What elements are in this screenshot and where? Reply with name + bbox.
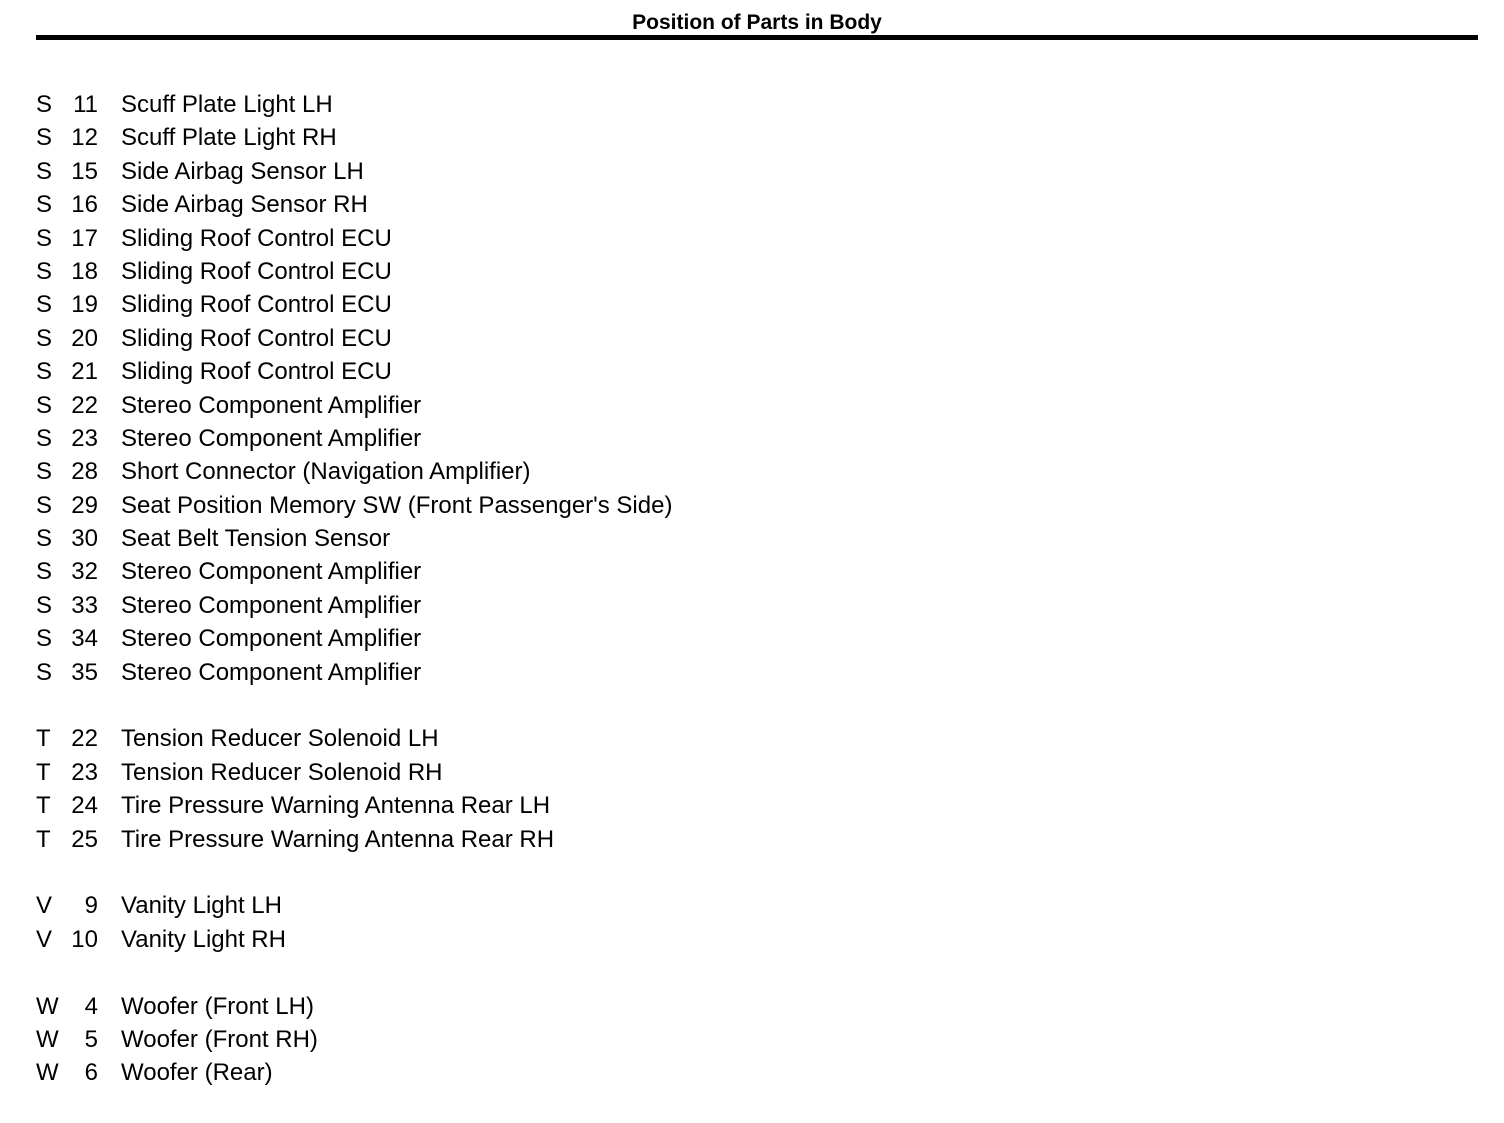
- part-name: Tension Reducer Solenoid LH: [121, 725, 439, 753]
- part-row: [36, 622, 936, 655]
- part-letter: V: [36, 925, 53, 953]
- part-number: 19: [71, 291, 98, 319]
- part-number: 29: [71, 491, 98, 519]
- part-number: 18: [71, 257, 98, 285]
- part-row: [36, 288, 936, 321]
- part-number: 17: [71, 224, 98, 252]
- part-name: Vanity Light RH: [121, 925, 286, 953]
- part-number: 30: [71, 525, 98, 553]
- part-row: [36, 923, 936, 956]
- part-name: Woofer (Front LH): [121, 992, 314, 1020]
- part-name: Side Airbag Sensor LH: [121, 157, 364, 185]
- part-name: Tire Pressure Warning Antenna Rear LH: [121, 792, 551, 820]
- part-row: [36, 722, 936, 755]
- part-row: [36, 756, 936, 789]
- part-number: 32: [71, 558, 98, 586]
- part-letter: S: [36, 358, 53, 386]
- part-name: Tire Pressure Warning Antenna Rear RH: [121, 825, 555, 853]
- part-row: [36, 422, 936, 455]
- part-letter: W: [36, 992, 59, 1020]
- part-row: [36, 155, 936, 188]
- part-letter: S: [36, 257, 53, 285]
- part-letter: S: [36, 157, 53, 185]
- part-letter: S: [36, 424, 53, 452]
- part-letter: S: [36, 291, 53, 319]
- part-letter: S: [36, 658, 53, 686]
- part-row: [36, 355, 936, 388]
- part-row: [36, 188, 936, 221]
- part-letter: T: [36, 725, 51, 753]
- parts-group: [36, 889, 936, 956]
- part-letter: S: [36, 525, 53, 553]
- part-letter: S: [36, 391, 53, 419]
- part-name: Short Connector (Navigation Amplifier): [121, 458, 531, 486]
- part-number: 20: [71, 324, 98, 352]
- page-title: Position of Parts in Body: [632, 11, 882, 34]
- parts-group: [36, 88, 936, 689]
- part-row: [36, 389, 936, 422]
- part-number: 4: [84, 992, 98, 1020]
- part-name: Vanity Light LH: [121, 892, 282, 920]
- part-row: [36, 789, 936, 822]
- part-letter: S: [36, 124, 53, 152]
- part-row: [36, 222, 936, 255]
- part-letter: S: [36, 625, 53, 653]
- parts-group: [36, 990, 936, 1090]
- part-number: 9: [84, 892, 98, 920]
- part-number: 10: [71, 925, 98, 953]
- part-number: 5: [84, 1025, 98, 1053]
- part-row: [36, 489, 936, 522]
- part-row: [36, 555, 936, 588]
- part-number: 6: [84, 1059, 98, 1087]
- part-number: 15: [71, 157, 98, 185]
- part-number: 34: [71, 625, 98, 653]
- header-rule: [36, 35, 1478, 40]
- part-row: [36, 88, 936, 121]
- part-name: Scuff Plate Light LH: [121, 91, 333, 118]
- part-number: 22: [71, 725, 98, 753]
- parts-group: [36, 722, 936, 856]
- part-letter: S: [36, 324, 53, 352]
- part-name: Sliding Roof Control ECU: [121, 324, 392, 352]
- part-name: Stereo Component Amplifier: [121, 391, 422, 419]
- part-letter: S: [36, 191, 53, 219]
- part-name: Stereo Component Amplifier: [121, 625, 422, 653]
- part-name: Scuff Plate Light RH: [121, 124, 337, 152]
- part-number: 28: [71, 458, 98, 486]
- part-number: 33: [71, 591, 98, 619]
- part-name: Seat Position Memory SW (Front Passenger's Side): [121, 491, 673, 519]
- parts-list: [36, 88, 936, 1123]
- part-row: [36, 455, 936, 488]
- part-number: 23: [71, 424, 98, 452]
- part-row: [36, 322, 936, 355]
- part-number: 16: [71, 191, 98, 219]
- part-row: [36, 1023, 936, 1056]
- part-row: [36, 1056, 936, 1089]
- part-letter: V: [36, 892, 53, 920]
- part-name: Sliding Roof Control ECU: [121, 224, 392, 252]
- part-name: Woofer (Rear): [121, 1059, 273, 1087]
- part-name: Side Airbag Sensor RH: [121, 191, 368, 219]
- part-letter: S: [36, 224, 53, 252]
- part-letter: S: [36, 91, 53, 118]
- part-row: [36, 589, 936, 622]
- part-row: [36, 522, 936, 555]
- part-row: [36, 121, 936, 154]
- part-letter: T: [36, 792, 51, 820]
- part-name: Seat Belt Tension Sensor: [121, 525, 391, 553]
- part-name: Tension Reducer Solenoid RH: [121, 758, 443, 786]
- part-row: [36, 823, 936, 856]
- part-letter: T: [36, 825, 51, 853]
- part-name: Sliding Roof Control ECU: [121, 257, 392, 285]
- part-letter: S: [36, 558, 53, 586]
- part-letter: S: [36, 491, 53, 519]
- part-name: Sliding Roof Control ECU: [121, 291, 392, 319]
- part-row: [36, 889, 936, 922]
- part-number: 35: [71, 658, 98, 686]
- part-letter: W: [36, 1059, 59, 1087]
- part-name: Stereo Component Amplifier: [121, 658, 422, 686]
- part-letter: S: [36, 591, 53, 619]
- part-row: [36, 656, 936, 689]
- part-number: 22: [71, 391, 98, 419]
- part-name: Sliding Roof Control ECU: [121, 358, 392, 386]
- part-number: 24: [71, 792, 98, 820]
- part-number: 11: [73, 91, 98, 118]
- part-number: 12: [71, 124, 98, 152]
- part-letter: T: [36, 758, 51, 786]
- part-row: [36, 990, 936, 1023]
- part-name: Stereo Component Amplifier: [121, 591, 422, 619]
- part-number: 23: [71, 758, 98, 786]
- part-name: Stereo Component Amplifier: [121, 558, 422, 586]
- part-number: 25: [71, 825, 98, 853]
- part-name: Stereo Component Amplifier: [121, 424, 422, 452]
- part-row: [36, 255, 936, 288]
- part-letter: S: [36, 458, 53, 486]
- part-number: 21: [71, 358, 98, 386]
- part-name: Woofer (Front RH): [121, 1025, 318, 1053]
- part-letter: W: [36, 1025, 59, 1053]
